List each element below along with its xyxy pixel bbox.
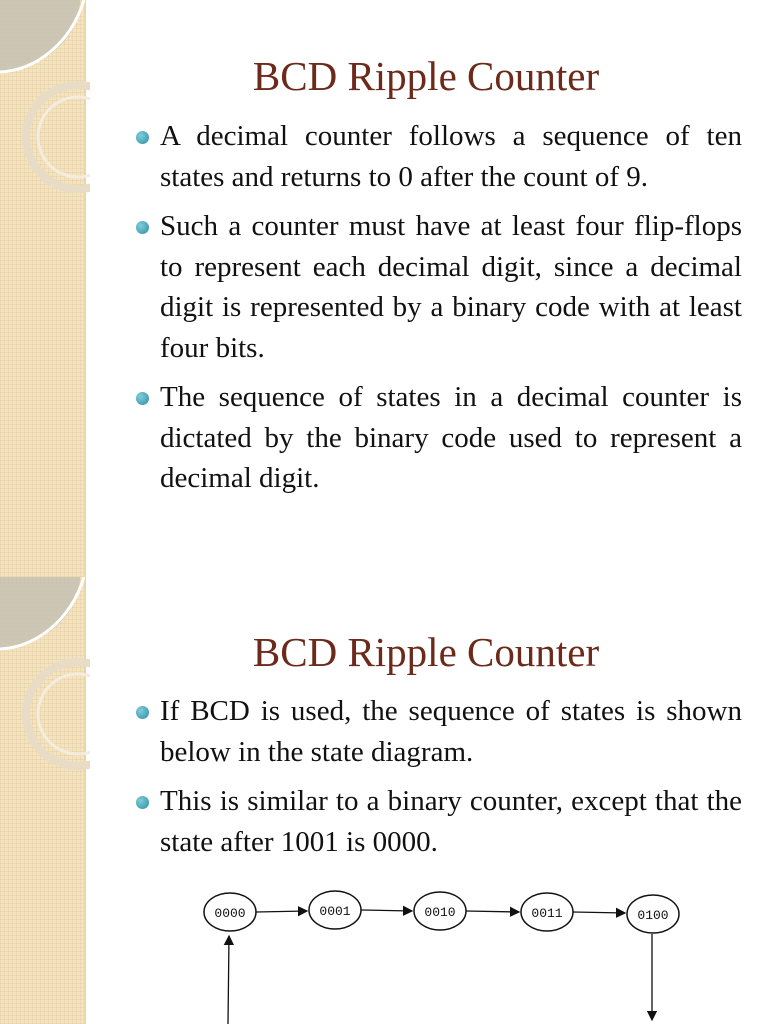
state-label: 0010 — [424, 905, 456, 920]
transition-arrow — [228, 936, 229, 1024]
state-label: 0100 — [637, 908, 669, 923]
transition-arrow — [361, 910, 412, 911]
bullet-icon — [136, 796, 149, 809]
bullet-list — [134, 116, 742, 508]
bullet-icon — [136, 392, 149, 405]
transition-arrow — [256, 911, 307, 912]
bullet-item: Such a counter must have at least four flip-flops to represent each decimal digit, since a decimal digit is represented by a binary code with at least four bits. — [134, 206, 742, 368]
state-label: 0011 — [531, 906, 563, 921]
bullet-item: This is similar to a binary counter, except that the state after 1001 is 0000. — [134, 781, 742, 862]
transition-arrow — [573, 912, 625, 913]
state-label: 0001 — [319, 904, 351, 919]
bullet-item: A decimal counter follows a sequence of ten states and returns to 0 after the count of 9. — [134, 116, 742, 197]
state-diagram — [195, 880, 695, 1024]
bullet-icon — [136, 706, 149, 719]
slide-title: BCD Ripple Counter — [252, 53, 600, 99]
state-label: 0000 — [214, 906, 246, 921]
decorative-circles — [0, 577, 90, 777]
decorative-circles — [0, 0, 90, 200]
bullet-item: The sequence of states in a decimal counter is dictated by the binary code used to represent a decimal digit. — [134, 377, 742, 499]
transition-arrow — [466, 911, 519, 912]
bullet-icon — [136, 221, 149, 234]
bullet-icon — [136, 131, 149, 144]
bullet-item: If BCD is used, the sequence of states is shown below in the state diagram. — [134, 691, 742, 772]
bullet-list — [134, 691, 742, 871]
slide-title: BCD Ripple Counter — [252, 629, 600, 675]
